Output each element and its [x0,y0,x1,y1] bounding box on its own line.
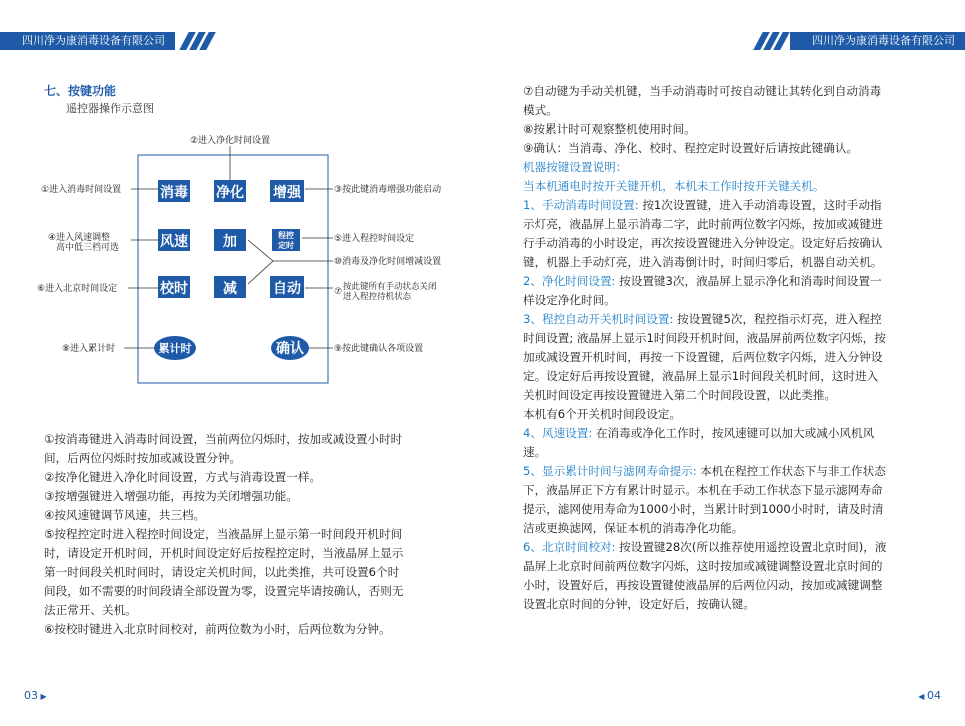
company-name-left: 四川净为康消毒设备有限公司 [22,34,165,47]
text-line [523,367,886,386]
key-enhance [270,180,304,202]
key-confirm-label: 确认 [276,341,304,357]
body-text: ⑦自动键为手动关机键，当手动消毒时可按自动键让其转化到自动消毒 [523,84,882,98]
text-line: 间段，如不需要的时间段请全部设置为零，设置完毕请按确认，否则无 [44,584,404,598]
body-text: ⑧按累计时可观察整机使用时间。 [523,122,696,136]
text-line [523,538,886,557]
text-line: ③按增强键进入增强功能，再按为关闭增强功能。 [44,489,298,503]
key-timer [272,229,300,251]
callout-confirm: ⑨按此键确认各项设置 [334,344,424,354]
key-fan [158,229,190,251]
body-text: 洁或更换滤网，保证本机的消毒净化功能。 [523,521,744,535]
key-calibrate [158,276,190,298]
text-line [523,462,886,481]
text-line: ①按消毒键进入消毒时间设置，当前两位闪烁时，按加或减设置小时时 [44,432,403,446]
company-name-right: 四川净为康消毒设备有限公司 [812,34,955,47]
text-line [523,348,886,367]
text-line [523,310,886,329]
text-line: ⑤按程控定时进入程控时间设定，当液晶屏上显示第一时间段开机时间 [44,527,403,541]
key-purify [214,180,246,202]
left-instructions [44,430,403,639]
text-line [523,82,886,101]
heading-text: 4、风速设置: [523,426,593,440]
text-line [523,158,886,177]
body-text: 样设定净化时间。 [523,293,616,307]
body-text: 提示，滤网使用寿命为1000小时，当累计时到1000小时时，请及时清 [523,502,884,516]
text-line [523,443,886,462]
heading-text: 机器按键设置说明： [523,160,628,174]
text-line: 间，后两位闪烁时按加或减设置分钟。 [44,451,242,465]
key-calibrate-label: 校时 [160,281,188,297]
text-line: ②按净化键进入净化时间设置，方式与消毒设置一样。 [44,470,322,484]
page-number-left-value: 03 [24,689,38,702]
text-line [523,291,886,310]
callout-calibrate: ⑥进入北京时间设定 [37,284,118,294]
header-banner-right [790,32,965,50]
callout-auto-marker: ⑦ [334,287,343,297]
callout-fan-1: ④进入风速调整 [48,233,111,243]
key-confirm [271,336,309,360]
key-purify-label: 净化 [216,185,244,201]
text-line [523,139,886,158]
body-text: 本机在程控工作状态下与非工作状态 [696,464,886,478]
text-line [523,595,886,614]
key-cumulative-label: 累计时 [158,342,192,355]
section-title: 七、按键功能 [44,84,117,98]
right-instructions [523,82,886,614]
body-text: 加或减设置开机时间，再按一下设置键，后两位数字闪烁，进入分钟设 [523,350,883,364]
body-text: 示灯亮，液晶屏上显示消毒二字，此时前两位数字闪烁，按加或减键进 [523,217,883,231]
body-text: 下，液晶屏正下方有累计时显示。本机在手动工作状态下显示滤网寿命 [523,483,883,497]
key-minus-label: 减 [223,281,237,297]
callout-enhance: ③按此键消毒增强功能启动 [334,185,442,195]
body-text: 晶屏上北京时间前两位数字闪烁，这时按加或减键调整设置北京时间的 [523,559,883,573]
body-text: 速。 [523,445,547,459]
body-text: 本机有6个开关机时间段设定。 [523,407,682,421]
body-text: 设置北京时间的分钟，设定好后，按确认键。 [523,597,755,611]
text-line [523,481,886,500]
key-auto [270,276,304,298]
key-plus [214,229,246,251]
key-auto-label: 自动 [273,281,301,297]
text-line [523,101,886,120]
key-timer-label-1: 程控 [278,231,294,240]
key-cumulative [154,336,196,360]
text-line [523,234,886,253]
body-text: 模式。 [523,103,558,117]
text-line [523,329,886,348]
body-text: 按设置键28次(所以推荐使用遥控设置北京时间)，液 [615,540,887,554]
text-line [523,557,886,576]
heading-text: 2、净化时间设置: [523,274,616,288]
body-text: 定。设定好后再按设置键，液晶屏上显示1时间段关机时间，这时进入 [523,369,879,383]
body-text: 小时，设置好后，再按设置键使液晶屏的后两位闪动，按加或减键调整 [523,578,883,592]
body-text: 关机时间设定再按设置键进入第二个时间段设置，以此类推。 [523,388,837,402]
heading-text: 当本机通电时按开关键开机，本机未工作时按开关键关机。 [523,179,825,193]
body-text: ⑨确认：当消毒、净化、校时、程控定时设置好后请按此键确认。 [523,141,859,155]
key-disinfect-label: 消毒 [160,185,188,201]
text-line: ⑥按校时键进入北京时间校对，前两位数为小时，后两位数为分钟。 [44,622,391,636]
callout-auto-1: 按此键所有手动状态关闭 [343,282,437,292]
callout-fan-2: 高中低三档可选 [56,243,120,253]
text-line: 时，请设定开机时间，开机时间设定好后按程控定时，当液晶屏上显示 [44,546,404,560]
body-text: 按1次设置键，进入手动消毒设置，这时手动指 [638,198,882,212]
key-fan-label: 风速 [160,234,188,250]
remote-diagram [0,120,480,390]
body-text: 按设置键3次，液晶屏上显示净化和消毒时间设置一 [615,274,882,288]
callout-auto-2: 进入程控待机状态 [343,292,412,302]
arrow-left-icon: ◀ [918,692,927,701]
heading-text: 3、程控自动开关机时间设置: [523,312,674,326]
body-text: 键，机器上手动灯亮，进入消毒倒计时，时间归零后，机器自动关机。 [523,255,883,269]
key-minus [214,276,246,298]
text-line [523,196,886,215]
text-line [523,405,886,424]
page-number-right-value: 04 [927,689,941,702]
callout-cumulative: ⑧进入累计时 [62,344,116,354]
text-line [523,576,886,595]
heading-text: 5、显示累计时间与滤网寿命提示: [523,464,697,478]
arrow-right-icon: ▶ [38,692,47,701]
body-text: 按设置键5次，程控指示灯亮，进入程控 [673,312,882,326]
callout-plus-minus: ⑩消毒及净化时间增减设置 [334,257,442,267]
text-line [523,215,886,234]
page-number-left [24,689,47,702]
key-timer-label-2: 定时 [278,241,294,250]
key-plus-label: 加 [223,234,237,250]
key-enhance-label: 增强 [273,185,301,201]
text-line [523,519,886,538]
callout-disinfect-time: ①进入消毒时间设置 [41,185,122,195]
header-banner-left [0,32,175,50]
text-line [523,272,886,291]
page-number-right [918,689,941,702]
text-line [523,120,886,139]
body-text: 行手动消毒的小时设定，再次按设置键进入分钟设定。设定好后按确认 [523,236,883,250]
text-line: 第一时间段关机时间时，请设定关机时间，以此类推，共可设置6个时 [44,565,400,579]
callout-purify-time: ②进入净化时间设置 [189,136,271,146]
body-text: 时间设置; 液晶屏上显示1时间段开机时间，液晶屏前两位数字闪烁，按 [523,331,886,345]
text-line [523,253,886,272]
section-subtitle: 遥控器操作示意图 [66,102,154,115]
heading-text: 1、手动消毒时间设置: [523,198,639,212]
text-line [523,177,886,196]
text-line [523,386,886,405]
text-line [523,424,886,443]
key-disinfect [158,180,190,202]
text-line [523,500,886,519]
text-line: ④按风速键调节风速，共三档。 [44,508,206,522]
callout-timer: ⑤进入程控时间设定 [334,234,415,244]
body-text: 在消毒或净化工作时，按风速键可以加大或减小风机风 [592,426,875,440]
text-line: 法正常开、关机。 [44,603,137,617]
heading-text: 6、北京时间校对: [523,540,616,554]
